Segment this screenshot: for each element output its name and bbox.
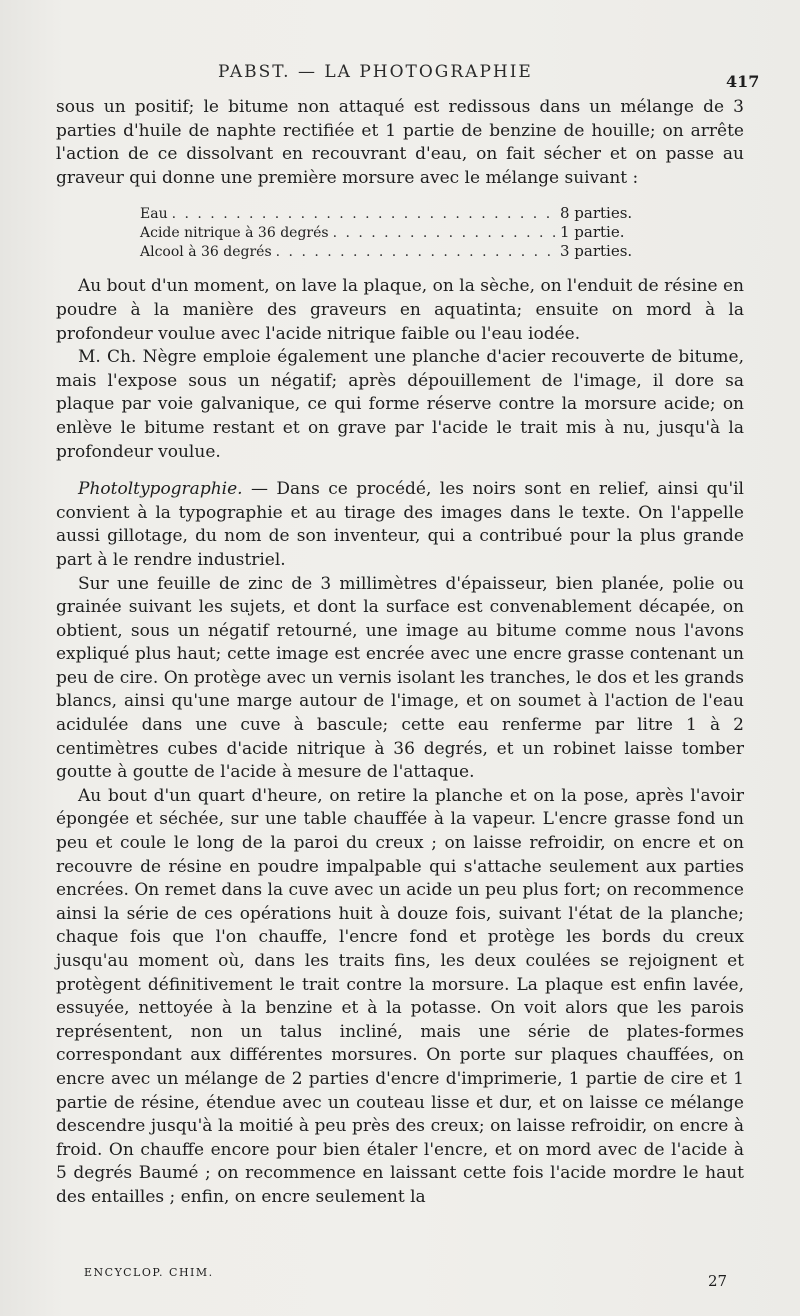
recipe-quantity: 3 parties. bbox=[560, 242, 633, 261]
paragraph: sous un positif; le bitume non attaqué est redissous dans un mélange de 3 parties d'huile de naphte rectifiée et 1 partie de benzine de houille; on arrête l'action de ce dissolvant en recouvrant d'eau, on fait sécher et on passe au graveur qui donne une première morsure avec le mélange suivant : bbox=[56, 97, 744, 188]
section-term: Photoltypographie. bbox=[78, 479, 243, 500]
recipe-list bbox=[140, 204, 640, 261]
recipe-quantity: 1 partie. bbox=[560, 223, 625, 242]
section-text: — Dans ce procédé, les noirs sont en relief, ainsi qu'il convient à la typographie et au tirage des images dans le texte. On l'appelle aussi gillotage, du nom de son inventeur, qui a contribué pour la plus grande part à le rendre industriel. bbox=[56, 479, 744, 570]
paragraph: Au bout d'un moment, on lave la plaque, on la sèche, on l'enduit de résine en poudre à la manière des graveurs en aquatinta; ensuite on mord à la profondeur voulue avec l'acide nitrique faible ou l'eau iodée. bbox=[56, 276, 744, 344]
section-paragraph bbox=[56, 478, 744, 572]
paragraph: M. Ch. Nègre emploie également une planche d'acier recouverte de bitume, mais l'expose sous un négatif; après dépouillement de l'image, il dore sa plaque par voie galvanique, ce qui forme réserve contre la morsure acide; on enlève le bitume restant et on grave par l'acide le trait mis à nu, jusqu'à la profondeur voulue. bbox=[56, 347, 744, 462]
sheet-number: 27 bbox=[708, 1272, 728, 1290]
page-header bbox=[0, 58, 800, 91]
recipe-item bbox=[140, 242, 640, 261]
body-text bbox=[56, 96, 744, 1210]
leader-dots bbox=[172, 205, 556, 223]
paragraph: Au bout d'un quart d'heure, on retire la planche et on la pose, après l'avoir épongée et séchée, sur une table chauffée à la vapeur. L'encre grasse fond un peu et coule le long de la paroi du creux ; on laisse refroidir, on encre et on recouvre de résine en poudre impalpable qui s'attache seulement aux parties encrées. On remet dans la cuve avec un acide un peu plus fort; on recommence ainsi la série de ces opérations huit à douze fois, suivant l'état de la planche; chaque fois que l'on chauffe, l'encre fond et protège les bords du creux jusqu'au moment où, dans les traits fins, les deux coulées se rejoignent et protègent définitivement le trait contre la morsure. La plaque est enfin lavée, essuyée, nettoyée à la benzine et à la potasse. On voit alors que les parois représentent, non un talus incliné, mais une série de plates-formes correspondant aux différentes morsures. On porte sur plaques chauffées, on encre avec un mélange de 2 parties d'encre d'imprimerie, 1 partie de cire et 1 partie de résine, étendue avec un couteau lisse et dur, et on laisse ce mélange descendre jusqu'à la moitié à peu près des creux; on laisse refroidir, on encre à froid. On chauffe encore pour bien étaler l'encre, et on mord avec de l'acide à 5 degrés Baumé ; on recommence en laissant cette fois l'acide mordre le haut des entailles ; enfin, on encre seulement la bbox=[56, 785, 744, 1207]
leader-dots bbox=[276, 243, 556, 261]
page-number: 417 bbox=[726, 72, 760, 91]
recipe-item bbox=[140, 223, 640, 242]
recipe-item bbox=[140, 204, 640, 223]
paragraph: Sur une feuille de zinc de 3 millimètres d'épaisseur, bien planée, polie ou grainée suivant les sujets, et dont la surface est convenablement décapée, on obtient, sous un négatif retourné, une image au bitume comme nous l'avons expliqué plus haut; cette image est encrée avec une encre grasse contenant un peu de cire. On protège avec un vernis isolant les tranches, le dos et les grands blancs, ainsi qu'une marge autour de l'image, et on soumet à l'action de l'eau acidulée dans une cuve à bascule; cette eau renferme par litre 1 à 2 centimètres cubes d'acide nitrique à 36 degrés, et un robinet laisse tomber goutte à goutte de l'acide à mesure de l'attaque. bbox=[56, 573, 744, 783]
leader-dots bbox=[333, 224, 556, 242]
recipe-quantity: 8 parties. bbox=[560, 204, 633, 223]
recipe-ingredient: Alcool à 36 degrés bbox=[140, 244, 272, 261]
recipe-ingredient: Acide nitrique à 36 degrés bbox=[140, 225, 329, 242]
running-title: PABST. — LA PHOTOGRAPHIE bbox=[218, 62, 533, 82]
recipe-ingredient: Eau bbox=[140, 206, 168, 223]
signature-mark: ENCYCLOP. CHIM. bbox=[84, 1266, 214, 1279]
